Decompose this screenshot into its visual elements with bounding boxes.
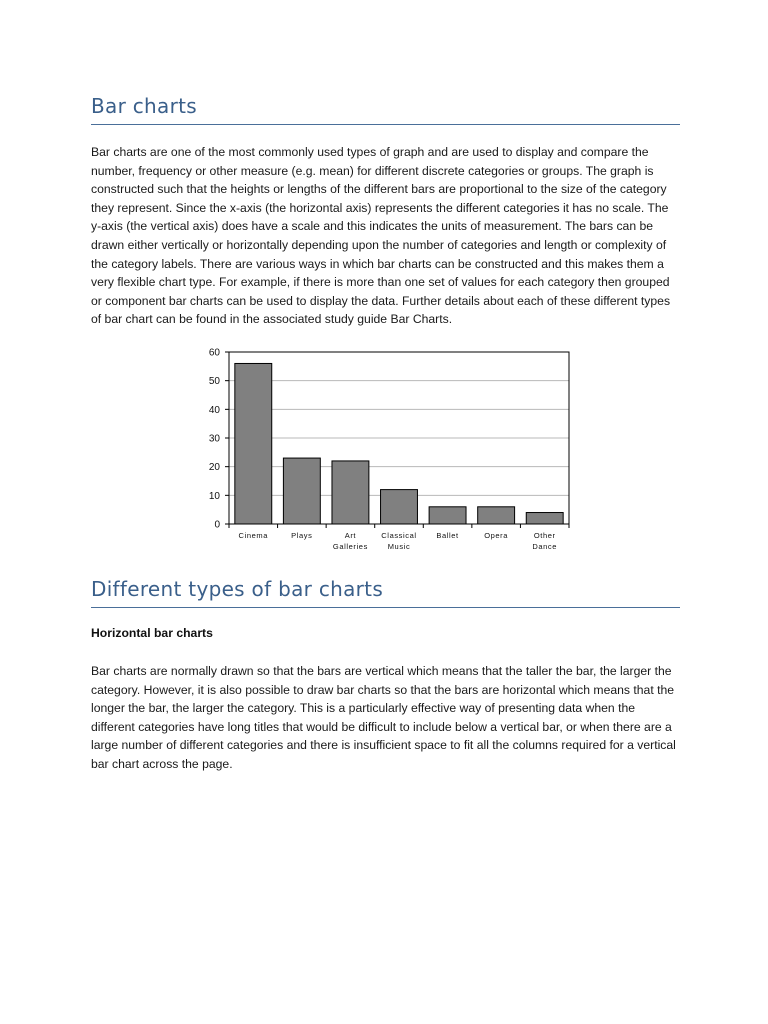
y-tick-label: 40: [208, 404, 220, 416]
bar-0: [235, 363, 272, 524]
bar-1: [283, 458, 320, 524]
x-category-label: Cinema: [238, 531, 269, 540]
bar-2: [332, 461, 369, 524]
x-category-label: Other: [533, 531, 556, 540]
x-category-label: Opera: [484, 531, 509, 540]
section-heading-bar-charts: Bar charts: [91, 94, 680, 125]
y-tick-label: 50: [208, 376, 220, 388]
y-tick-label: 0: [214, 519, 220, 531]
y-tick-label: 60: [208, 347, 220, 359]
x-category-label: Dance: [532, 542, 558, 551]
x-category-label: Classical: [381, 531, 417, 540]
bar-5: [478, 507, 515, 524]
subheading-horizontal-bar-charts: Horizontal bar charts: [91, 626, 213, 640]
x-category-label: Art: [344, 531, 357, 540]
x-category-label: Music: [387, 542, 411, 551]
section-heading-types-of-bar-charts: Different types of bar charts: [91, 577, 680, 608]
x-category-label: Galleries: [332, 542, 368, 551]
bar-6: [526, 513, 563, 524]
bar-4: [429, 507, 466, 524]
bar-chart: [196, 343, 576, 555]
x-category-label: Plays: [291, 531, 313, 540]
horizontal-bar-charts-paragraph: Bar charts are normally drawn so that the bars are vertical which means that the taller the bar, the larger the category. However, it is also possible to draw bar charts so that the bars are horizontal which means that the longer the bar, the larger the category. This is a particularly effective way of presenting data when the different categories have long titles that would be difficult to include below a vertical bar, or when there are a large number of different categories and there is insufficient space to fit all the columns required for a vertical bar chart across the page.: [91, 664, 676, 771]
x-category-label: Ballet: [436, 531, 459, 540]
y-tick-label: 10: [208, 490, 220, 502]
y-tick-label: 20: [208, 462, 220, 474]
bar-3: [381, 490, 418, 524]
y-tick-label: 30: [208, 433, 220, 445]
intro-paragraph: Bar charts are one of the most commonly used types of graph and are used to display and compare the number, frequency or other measure (e.g. mean) for different discrete categories or groups. The graph is constructed such that the heights or lengths of the different bars are proportional to the size of the category they represent. Since the x-axis (the horizontal axis) represents the different categories it has no scale. The y-axis (the vertical axis) does have a scale and this indicates the units of measurement. The bars can be drawn either vertically or horizontally depending upon the number of categories and length or complexity of the category labels. There are various ways in which bar charts can be constructed and this makes them a very flexible chart type. For example, if there is more than one set of values for each category then grouped or component bar charts can be used to display the data. Further details about each of these different types of bar chart can be found in the associated study guide Bar Charts.: [91, 145, 671, 327]
